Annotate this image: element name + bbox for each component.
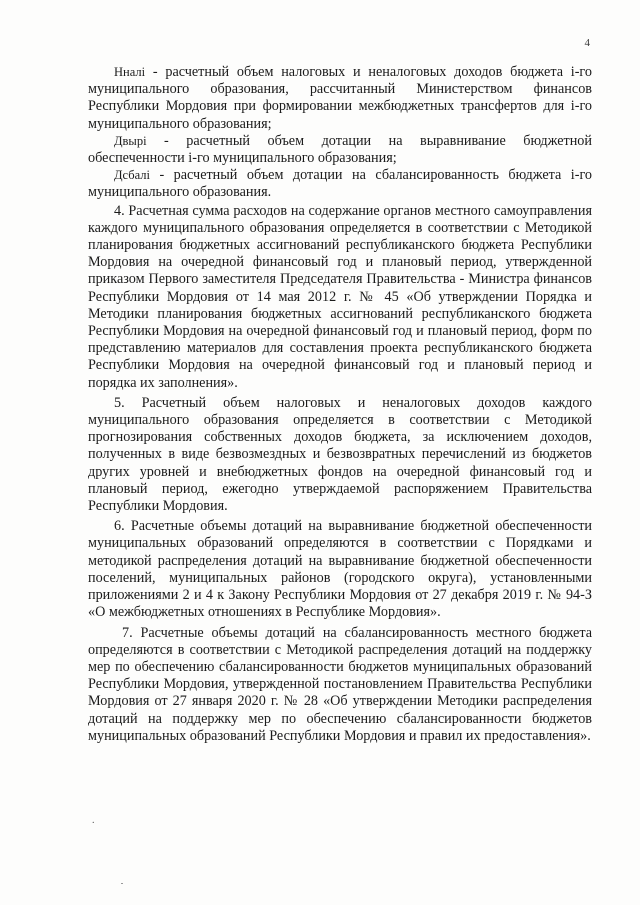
paragraph-5: 5. Расчетный объем налоговых и неналоговых доходов каждого муниципального образования определяется в соответствии с Методикой прогнозирования собственных доходов бюджета, за исключением доходов, полученных в виде безвозмездных и безвозвратных перечислений из бюджетов других уровней и внебюджетных фондов на очередной финансовый год и плановый период, ежегодно утверждаемой распоряжением Правительства Республики Мордовия.: [88, 394, 592, 515]
paragraph-7: 7. Расчетные объемы дотаций на сбалансированность местного бюджета определяются в соответствии с Методикой распределения дотаций на поддержку мер по обеспечению сбалансированности бюджетов муниципальных образований Республики Мордовия, утвержденной постановлением Правительства Республики Мордовия от 27 января 2020 г. № 28 «Об утверждении Методики распределения дотаций на поддержку мер по обеспечению сбалансированности бюджетов муниципальных образований Республики Мордовия и правил их предоставления».: [88, 624, 592, 744]
definition-symbol: Двырi: [114, 133, 147, 148]
definition-balance-grant: [88, 167, 592, 201]
stray-mark: .: [92, 815, 95, 826]
paragraph-4: 4. Расчетная сумма расходов на содержание органов местного самоуправления каждого муниципального образования определяется в соответствии с Методикой планирования бюджетных ассигнований республиканского бюджета Республики Мордовия на очередной финансовый год и плановый период, утвержденной приказом Первого заместителя Председателя Правительства - Министра финансов Республики Мордовия от 14 мая 2012 г. № 45 «Об утверждении Порядка и Методики планирования бюджетных ассигнований республиканского бюджета Республики Мордовия на очередной финансовый год и плановый период, форм по представлению материалов для составления проекта республиканского бюджета Республики Мордовия на очередной финансовый год и плановый период и порядка их заполнения».: [88, 202, 592, 391]
scan-speck: [121, 883, 123, 884]
definition-text: - расчетный объем налоговых и неналоговых доходов бюджета i-го муниципального образования, рассчитанный Министерством финансов Республики Мордовия при формировании межбюджетных трансфертов для i-го муниципального образования;: [88, 64, 592, 132]
page-number: 4: [584, 37, 590, 49]
definition-text: - расчетный объем дотации на выравнивание бюджетной обеспеченности i-го муниципального образования;: [88, 132, 592, 167]
document-body: [88, 64, 592, 745]
definition-revenue: [88, 64, 592, 133]
paragraph-6: 6. Расчетные объемы дотаций на выравнивание бюджетной обеспеченности муниципальных образований определяются в соответствии с Порядками и методикой распределения дотаций на выравнивание бюджетной обеспеченности поселений, муниципальных районов (городского округа), установленными приложениями 2 и 4 к Закону Республики Мордовия от 27 декабря 2019 г. № 94-З «О межбюджетных отношениях в Республике Мордовия».: [88, 518, 592, 621]
definition-equalization-grant: [88, 133, 592, 167]
definition-symbol: Дсбалi: [114, 168, 150, 183]
definition-symbol: Нналi: [114, 65, 146, 79]
definition-text: - расчетный объем дотации на сбалансированность бюджета i-го муниципального образования.: [88, 167, 592, 201]
